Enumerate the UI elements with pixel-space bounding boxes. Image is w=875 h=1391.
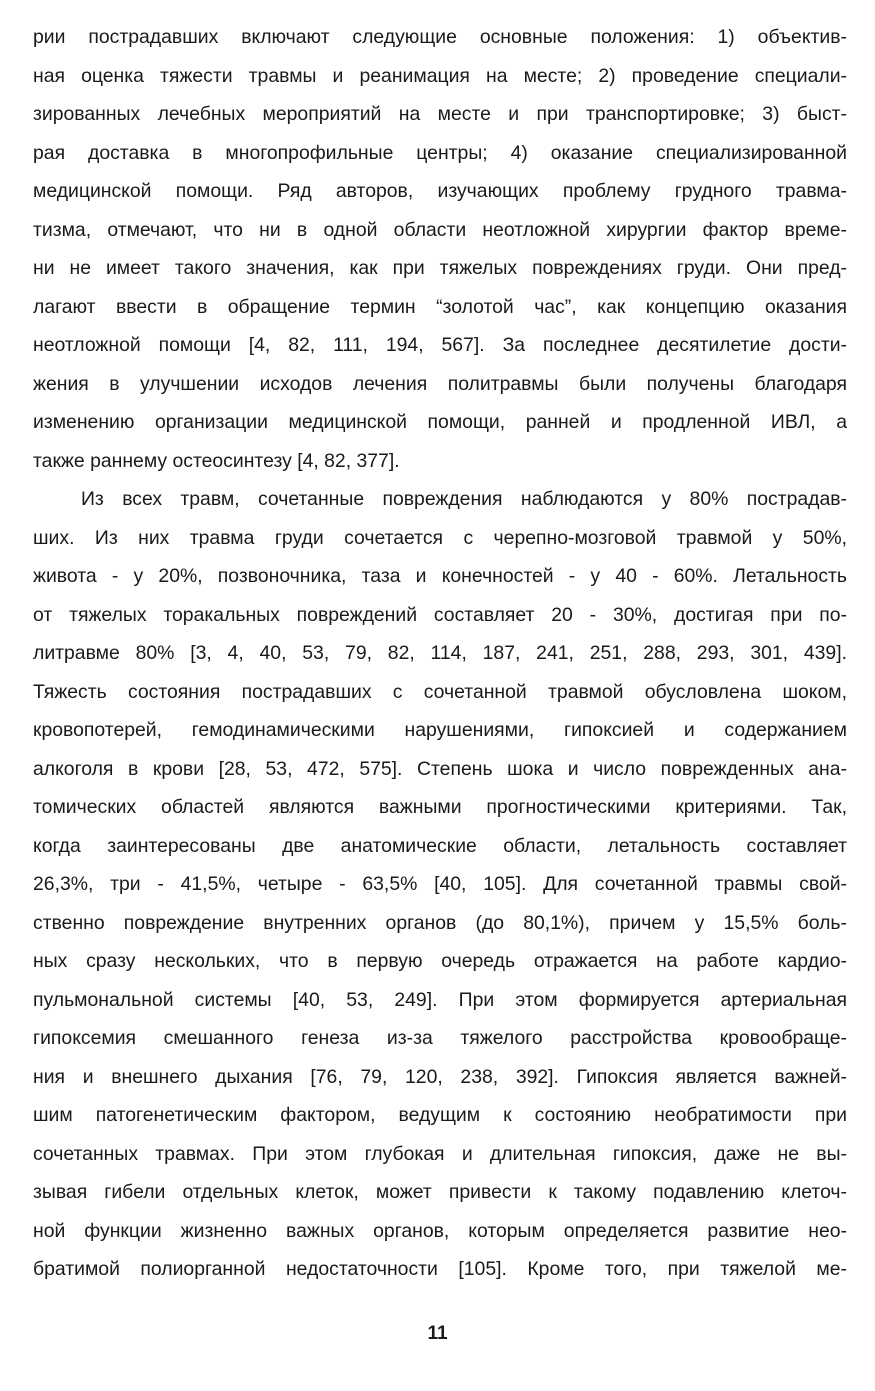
text-line: неотложной помощи [4, 82, 111, 194, 567]. За последнее десятилетие дости- bbox=[33, 334, 847, 356]
text-line: Тяжесть состояния пострадавших с сочетанной травмой обусловлена шоком, bbox=[33, 680, 847, 703]
text-line: медицинской помощи. Ряд авторов, изучающих проблему грудного травма- bbox=[33, 180, 847, 202]
text-line: тизма, отмечают, что ни в одной области неотложной хирургии фактор време- bbox=[33, 218, 847, 241]
text-line: гипоксемия смешанного генеза из-за тяжелого расстройства кровообраще- bbox=[33, 1027, 847, 1049]
text-line: ших. Из них травма груди сочетается с черепно-мозговой травмой у 50%, bbox=[33, 526, 847, 549]
text-line: литравме 80% [3, 4, 40, 53, 79, 82, 114, 187, 241, 251, 288, 293, 301, 439]. bbox=[33, 642, 847, 664]
text-line: ственно повреждение внутренних органов (до 80,1%), причем у 15,5% боль- bbox=[33, 911, 847, 934]
text-line: ни не имеет такого значения, как при тяжелых повреждениях груди. Они пред- bbox=[33, 257, 847, 279]
paragraph-1 bbox=[33, 18, 847, 480]
text-line: также раннему остеосинтезу [4, 82, 377]. bbox=[33, 449, 400, 472]
text-line: ных сразу нескольких, что в первую очередь отражается на работе кардио- bbox=[33, 950, 847, 972]
text-line: ния и внешнего дыхания [76, 79, 120, 238, 392]. Гипоксия является важней- bbox=[33, 1065, 847, 1088]
text-line: рии пострадавших включают следующие основные положения: 1) объектив- bbox=[33, 26, 847, 48]
text-line: шим патогенетическим фактором, ведущим к состоянию необратимости при bbox=[33, 1104, 847, 1126]
text-line: братимой полиорганной недостаточности [105]. Кроме того, при тяжелой ме- bbox=[33, 1258, 847, 1280]
text-line: лагают ввести в обращение термин “золотой час”, как концепцию оказания bbox=[33, 295, 847, 318]
text-line: кровопотерей, гемодинамическими нарушениями, гипоксией и содержанием bbox=[33, 719, 847, 741]
text-line: изменению организации медицинской помощи, ранней и продленной ИВЛ, а bbox=[33, 411, 847, 433]
text-line: зывая гибели отдельных клеток, может привести к такому подавлению клеточ- bbox=[33, 1181, 847, 1203]
text-line: от тяжелых торакальных повреждений составляет 20 - 30%, достигая при по- bbox=[33, 603, 847, 626]
text-line: ной функции жизненно важных органов, которым определяется развитие нео- bbox=[33, 1219, 847, 1242]
text-line: алкоголя в крови [28, 53, 472, 575]. Степень шока и число поврежденных ана- bbox=[33, 757, 847, 780]
text-line: пульмональной системы [40, 53, 249]. При этом формируется артериальная bbox=[33, 988, 847, 1011]
text-line: живота - у 20%, позвоночника, таза и конечностей - у 40 - 60%. Летальность bbox=[33, 565, 847, 587]
document-page bbox=[33, 18, 847, 1289]
text-line: Из всех травм, сочетанные повреждения наблюдаются у 80% пострадав- bbox=[81, 488, 847, 510]
text-line: томических областей являются важными прогностическими критериями. Так, bbox=[33, 796, 847, 818]
text-line: когда заинтересованы две анатомические области, летальность составляет bbox=[33, 834, 847, 857]
paragraph-2 bbox=[33, 480, 847, 1289]
page-number: 11 bbox=[427, 1323, 448, 1344]
text-line: рая доставка в многопрофильные центры; 4) оказание специализированной bbox=[33, 141, 847, 164]
text-line: 26,3%, три - 41,5%, четыре - 63,5% [40, 105]. Для сочетанной травмы свой- bbox=[33, 873, 847, 895]
text-line: сочетанных травмах. При этом глубокая и длительная гипоксия, даже не вы- bbox=[33, 1142, 847, 1165]
text-line: зированных лечебных мероприятий на месте и при транспортировке; 3) быст- bbox=[33, 103, 847, 125]
text-line: ная оценка тяжести травмы и реанимация на месте; 2) проведение специали- bbox=[33, 64, 847, 87]
text-line: жения в улучшении исходов лечения политравмы были получены благодаря bbox=[33, 372, 847, 395]
